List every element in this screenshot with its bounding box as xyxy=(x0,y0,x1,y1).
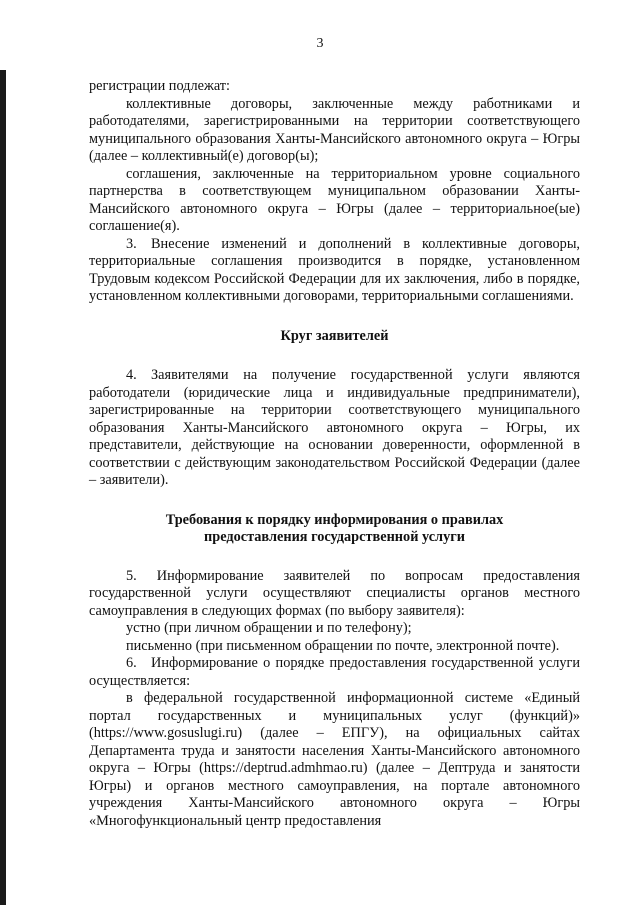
paragraph: 4. Заявителями на получение государственной услуги являются работодатели (юридические лица и индивидуальные предприниматели), зарегистрированные на территории соответствующего муниципального образования Ханты-Мансийского автономного округа – Югры, их представители, действующие на основании доверенности, оформленной в соответствии с действующим законодательством Российской Федерации (далее – заявители). xyxy=(89,367,580,488)
paragraph: 3. Внесение изменений и дополнений в коллективные договоры, территориальные соглашения производится в порядке, установленном Трудовым кодексом Российской Федерации для их заключения, либо в порядке, установленном коллективными договорами, территориальными соглашениями. xyxy=(89,235,580,304)
section-heading-line: Требования к порядку информирования о правилах xyxy=(165,511,504,528)
document-body xyxy=(89,78,580,830)
section-heading: Круг заявителей xyxy=(280,327,389,344)
paragraph: письменно (при письменном обращении по почте, электронной почте). xyxy=(126,637,560,654)
paragraph: устно (при личном обращении и по телефону); xyxy=(126,620,412,636)
paragraph: коллективные договоры, заключенные между работниками и работодателями, зарегистрированными на территории соответствующего муниципального образования Ханты-Мансийского автономного округа – Югры (далее – коллективный(е) договор(ы); xyxy=(89,95,580,164)
section-heading-line: предоставления государственной услуги xyxy=(204,529,465,545)
paragraph: в федеральной государственной информационной системе «Единый портал государственных и муниципальных услуг (функций)» (https://www.gosuslugi.ru) (далее – ЕПГУ), на официальных сайтах Департамента труда и занятости населения Ханты-Мансийского автономного округа – Югры (https://deptrud.admhmao.ru) (далее – Дептруда и занятости Югры) и органов местного самоуправления, на портале автономного учреждения Ханты-Мансийского автономного округа – Югры «Многофункциональный центр предоставления xyxy=(89,690,580,829)
scan-edge-bar xyxy=(0,70,6,905)
paragraph: 6. Информирование о порядке предоставления государственной услуги осуществляется: xyxy=(89,655,580,689)
paragraph: регистрации подлежат: xyxy=(89,78,231,94)
paragraph: 5. Информирование заявителей по вопросам предоставления государственной услуги осуществляют специалисты органов местного самоуправления в следующих формах (по выбору заявителя): xyxy=(89,567,580,619)
page-number: 3 xyxy=(316,36,324,51)
section-heading xyxy=(89,512,580,547)
paragraph: соглашения, заключенные на территориальном уровне социального партнерства в соответствующем муниципальном образовании Ханты-Мансийского автономного округа – Югры (далее – территориальное(ые) соглашение(я). xyxy=(89,165,580,234)
